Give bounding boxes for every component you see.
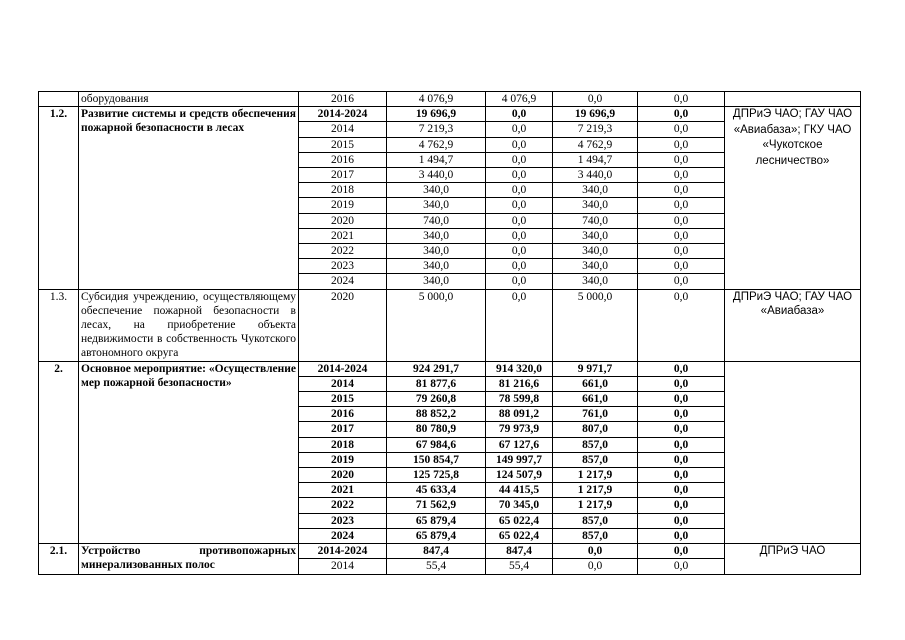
other-value: 0,0 [638,544,725,559]
federal-value: 79 973,9 [486,422,553,437]
other-value: 0,0 [638,244,725,259]
regional-value: 740,0 [553,213,638,228]
total-value: 4 076,9 [387,92,486,107]
total-value: 5 000,0 [387,289,486,361]
measure-name: Субсидия учреждению, осуществляющему обеспечение пожарной безопасности в лесах, на приобретение объекта недвижимости в собственность Чукотского автономного округа [79,289,299,361]
regional-value: 0,0 [553,559,638,574]
other-value: 0,0 [638,376,725,391]
other-value: 0,0 [638,92,725,107]
other-value: 0,0 [638,437,725,452]
federal-value: 0,0 [486,213,553,228]
other-value: 0,0 [638,183,725,198]
total-value: 1 494,7 [387,152,486,167]
other-value: 0,0 [638,498,725,513]
year-cell: 2017 [299,422,387,437]
total-value: 7 219,3 [387,122,486,137]
federal-value: 0,0 [486,228,553,243]
regional-value: 340,0 [553,228,638,243]
other-value: 0,0 [638,198,725,213]
measure-name: Основное мероприятие: «Осуществление мер пожарной безопасности» [79,361,299,543]
other-value: 0,0 [638,528,725,543]
measure-name: оборудования [79,92,299,107]
year-cell: 2020 [299,289,387,361]
other-value: 0,0 [638,483,725,498]
regional-value: 5 000,0 [553,289,638,361]
responsible-executor [725,361,861,543]
year-cell: 2014 [299,122,387,137]
total-value: 740,0 [387,213,486,228]
other-value: 0,0 [638,422,725,437]
regional-value: 761,0 [553,407,638,422]
table-row [39,92,861,107]
regional-value: 1 494,7 [553,152,638,167]
total-value: 65 879,4 [387,513,486,528]
total-value: 88 852,2 [387,407,486,422]
total-value: 19 696,9 [387,107,486,122]
federal-value: 81 216,6 [486,376,553,391]
year-cell: 2020 [299,213,387,228]
other-value: 0,0 [638,452,725,467]
total-value: 45 633,4 [387,483,486,498]
year-cell: 2019 [299,198,387,213]
federal-value: 88 091,2 [486,407,553,422]
measure-name: Развитие системы и средств обеспечения пожарной безопасности в лесах [79,107,299,289]
federal-value: 0,0 [486,152,553,167]
federal-value: 914 320,0 [486,361,553,376]
federal-value: 67 127,6 [486,437,553,452]
other-value: 0,0 [638,513,725,528]
other-value: 0,0 [638,213,725,228]
year-cell: 2023 [299,513,387,528]
year-cell: 2018 [299,437,387,452]
regional-value: 19 696,9 [553,107,638,122]
federal-value: 0,0 [486,122,553,137]
total-value: 340,0 [387,183,486,198]
other-value: 0,0 [638,122,725,137]
total-value: 4 762,9 [387,137,486,152]
responsible-executor: ДПРиЭ ЧАО [725,544,861,574]
year-cell: 2020 [299,468,387,483]
total-value: 847,4 [387,544,486,559]
federal-value: 0,0 [486,259,553,274]
responsible-executor [725,92,861,107]
regional-value: 340,0 [553,274,638,289]
regional-value: 0,0 [553,92,638,107]
federal-value: 124 507,9 [486,468,553,483]
total-value: 79 260,8 [387,392,486,407]
federal-value: 0,0 [486,183,553,198]
other-value: 0,0 [638,259,725,274]
budget-table [38,91,861,575]
total-value: 340,0 [387,228,486,243]
row-number: 2.1. [39,544,79,574]
row-number: 1.3. [39,289,79,361]
other-value: 0,0 [638,407,725,422]
total-value: 55,4 [387,559,486,574]
year-cell: 2024 [299,274,387,289]
regional-value: 340,0 [553,183,638,198]
table-row [39,544,861,559]
row-number: 2. [39,361,79,543]
total-value: 65 879,4 [387,528,486,543]
year-cell: 2022 [299,244,387,259]
total-value: 80 780,9 [387,422,486,437]
total-value: 3 440,0 [387,168,486,183]
total-value: 340,0 [387,244,486,259]
regional-value: 857,0 [553,437,638,452]
total-value: 340,0 [387,274,486,289]
federal-value: 4 076,9 [486,92,553,107]
federal-value: 149 997,7 [486,452,553,467]
regional-value: 857,0 [553,452,638,467]
federal-value: 847,4 [486,544,553,559]
regional-value: 7 219,3 [553,122,638,137]
regional-value: 340,0 [553,244,638,259]
year-cell: 2015 [299,137,387,152]
federal-value: 0,0 [486,274,553,289]
federal-value: 65 022,4 [486,513,553,528]
regional-value: 4 762,9 [553,137,638,152]
federal-value: 70 345,0 [486,498,553,513]
regional-value: 857,0 [553,528,638,543]
other-value: 0,0 [638,361,725,376]
row-number: 1.2. [39,107,79,289]
year-cell: 2021 [299,228,387,243]
year-cell: 2022 [299,498,387,513]
federal-value: 0,0 [486,137,553,152]
table-row [39,361,861,376]
regional-value: 340,0 [553,259,638,274]
other-value: 0,0 [638,559,725,574]
year-cell: 2014 [299,559,387,574]
regional-value: 807,0 [553,422,638,437]
federal-value: 0,0 [486,168,553,183]
other-value: 0,0 [638,228,725,243]
row-number [39,92,79,107]
federal-value: 0,0 [486,198,553,213]
regional-value: 1 217,9 [553,498,638,513]
total-value: 340,0 [387,259,486,274]
other-value: 0,0 [638,392,725,407]
total-value: 924 291,7 [387,361,486,376]
table-row [39,107,861,122]
federal-value: 55,4 [486,559,553,574]
regional-value: 9 971,7 [553,361,638,376]
year-cell: 2015 [299,392,387,407]
regional-value: 1 217,9 [553,468,638,483]
other-value: 0,0 [638,168,725,183]
federal-value: 78 599,8 [486,392,553,407]
regional-value: 857,0 [553,513,638,528]
regional-value: 3 440,0 [553,168,638,183]
total-value: 67 984,6 [387,437,486,452]
measure-name: Устройство противопожарных минерализованных полос [79,544,299,574]
year-cell: 2014-2024 [299,107,387,122]
year-cell: 2014-2024 [299,544,387,559]
regional-value: 0,0 [553,544,638,559]
other-value: 0,0 [638,137,725,152]
year-cell: 2016 [299,407,387,422]
federal-value: 0,0 [486,107,553,122]
total-value: 125 725,8 [387,468,486,483]
total-value: 71 562,9 [387,498,486,513]
other-value: 0,0 [638,274,725,289]
other-value: 0,0 [638,107,725,122]
other-value: 0,0 [638,468,725,483]
year-cell: 2014-2024 [299,361,387,376]
year-cell: 2016 [299,152,387,167]
table-body [39,92,861,575]
year-cell: 2017 [299,168,387,183]
year-cell: 2021 [299,483,387,498]
total-value: 150 854,7 [387,452,486,467]
responsible-executor: ДПРиЭ ЧАО; ГАУ ЧАО «Авиабаза»; ГКУ ЧАО «Чукотское лесничество» [725,107,861,289]
regional-value: 661,0 [553,392,638,407]
regional-value: 661,0 [553,376,638,391]
regional-value: 1 217,9 [553,483,638,498]
table-row [39,289,861,361]
federal-value: 0,0 [486,244,553,259]
year-cell: 2014 [299,376,387,391]
regional-value: 340,0 [553,198,638,213]
year-cell: 2016 [299,92,387,107]
other-value: 0,0 [638,152,725,167]
total-value: 81 877,6 [387,376,486,391]
year-cell: 2023 [299,259,387,274]
total-value: 340,0 [387,198,486,213]
year-cell: 2024 [299,528,387,543]
responsible-executor: ДПРиЭ ЧАО; ГАУ ЧАО «Авиабаза» [725,289,861,361]
federal-value: 65 022,4 [486,528,553,543]
federal-value: 44 415,5 [486,483,553,498]
year-cell: 2018 [299,183,387,198]
federal-value: 0,0 [486,289,553,361]
year-cell: 2019 [299,452,387,467]
other-value: 0,0 [638,289,725,361]
